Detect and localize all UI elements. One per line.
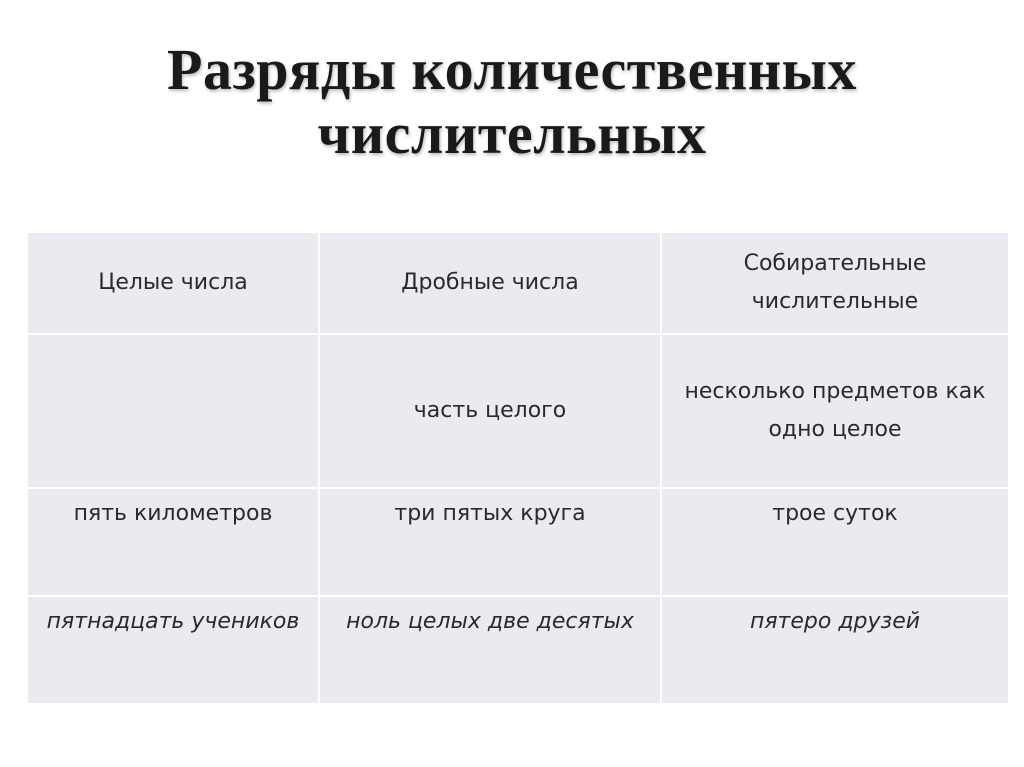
header-cell-fractional-numbers: Дробные числа: [320, 233, 660, 333]
definition-cell-collective: несколько предметов как одно целое: [662, 335, 1008, 487]
example-italic-cell-fractional: ноль целых две десятых: [320, 597, 660, 703]
header-cell-collective-numerals: Собирательные числительные: [662, 233, 1008, 333]
table-row-examples: [28, 489, 1008, 595]
definition-cell-fractional: часть целого: [320, 335, 660, 487]
example-italic-cell-collective: пятеро друзей: [662, 597, 1008, 703]
numerals-table: [26, 231, 1010, 705]
example-cell-fractional: три пятых круга: [320, 489, 660, 595]
example-cell-collective: трое суток: [662, 489, 1008, 595]
definition-cell-whole: [28, 335, 318, 487]
header-cell-whole-numbers: Целые числа: [28, 233, 318, 333]
slide-title: [0, 38, 1024, 166]
slide-title-line-1: Разряды количественных: [167, 37, 857, 102]
example-italic-cell-whole: пятнадцать учеников: [28, 597, 318, 703]
table-row-examples-italic: [28, 597, 1008, 703]
slide-title-line-2: числительных: [317, 101, 707, 166]
table-row-definitions: [28, 335, 1008, 487]
example-cell-whole: пять километров: [28, 489, 318, 595]
table-header-row: [28, 233, 1008, 333]
